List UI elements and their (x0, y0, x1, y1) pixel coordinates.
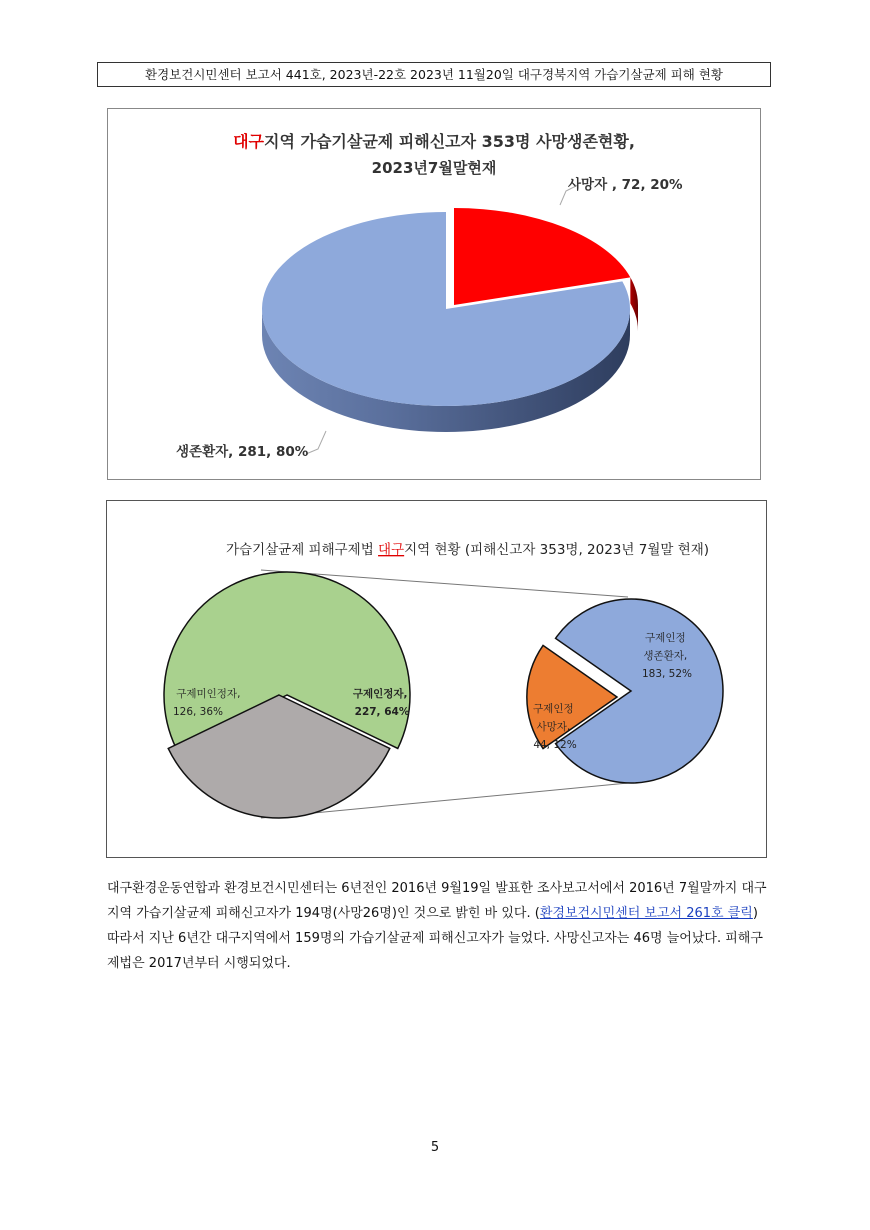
recognized-death-line1: 구제인정 (533, 703, 574, 715)
body-text-part1: 대구환경운동연합과 환경보건시민센터는 6년전인 2016년 9월19일 발표한 조사보고서에서 2016년 7월말까지 대구지역 가습기살균제 피해신고자가 194명(사망26명)인 것으로 밝힌 바 있다. ( (107, 881, 767, 921)
chart1-title-highlight: 대구 (233, 132, 265, 151)
recognized-survivor-value: 183, 52% (641, 668, 693, 680)
chart2-title-post: 지역 현황 (피해신고자 353명, 2023년 7월말 현재) (404, 542, 710, 558)
page-number: 5 (430, 1140, 440, 1155)
label-leader-survivor (306, 431, 326, 454)
slice-label-recognized-death (533, 702, 577, 751)
pie1-slices (262, 208, 638, 432)
death-survival-pie-figure (107, 108, 761, 480)
pie1-side-death (630, 277, 638, 331)
slice-label-death: 사망자 , 72, 20% (568, 177, 683, 193)
recognized-death-value: 44, 12% (533, 739, 577, 751)
body-text-part2: ) 따라서 지난 6년간 대구지역에서 159명의 가습기살균제 피해신고자가 늘었다. 사망신고자는 46명 늘어났다. 피해구제법은 2017년부터 시행되었다. (107, 906, 763, 971)
report-header: 환경보건시민센터 보고서 441호, 2023년-22호 2023년 11월20일 대구경북지역 가습기살균제 피해 현황 (97, 62, 771, 87)
chart1-title-rest: 지역 가습기살균제 피해신고자 353명 사망생존현황, (264, 132, 635, 151)
chart2-title-highlight: 대구 (378, 542, 405, 558)
recognized-label: 구제인정자, (352, 688, 408, 700)
chart1-subtitle: 2023년7월말현재 (371, 159, 497, 177)
recognized-death-line2: 사망자, (536, 721, 571, 733)
pie2-breakdown-slices (527, 599, 723, 783)
not-recognized-label: 구제미인정자, (176, 688, 241, 700)
body-paragraph (107, 876, 767, 976)
chart2-title (226, 541, 709, 558)
relief-law-pie-chart (107, 501, 766, 857)
chart2-title-pre: 가습기살균제 피해구제법 (226, 542, 379, 558)
relief-law-pie-figure (106, 500, 767, 858)
recognized-value: 227, 64% (354, 706, 410, 718)
not-recognized-value: 126, 36% (172, 706, 224, 718)
slice-label-recognized-survivor (642, 631, 692, 680)
report-261-link[interactable]: 환경보건시민센터 보고서 261호 클릭 (539, 906, 753, 921)
chart1-title (233, 132, 635, 151)
slice-label-survivor: 생존환자, 281, 80% (176, 444, 309, 460)
recognized-survivor-line1: 구제인정 (645, 632, 686, 644)
recognized-survivor-line2: 생존환자, (643, 650, 688, 662)
death-survival-pie-chart (108, 109, 760, 479)
